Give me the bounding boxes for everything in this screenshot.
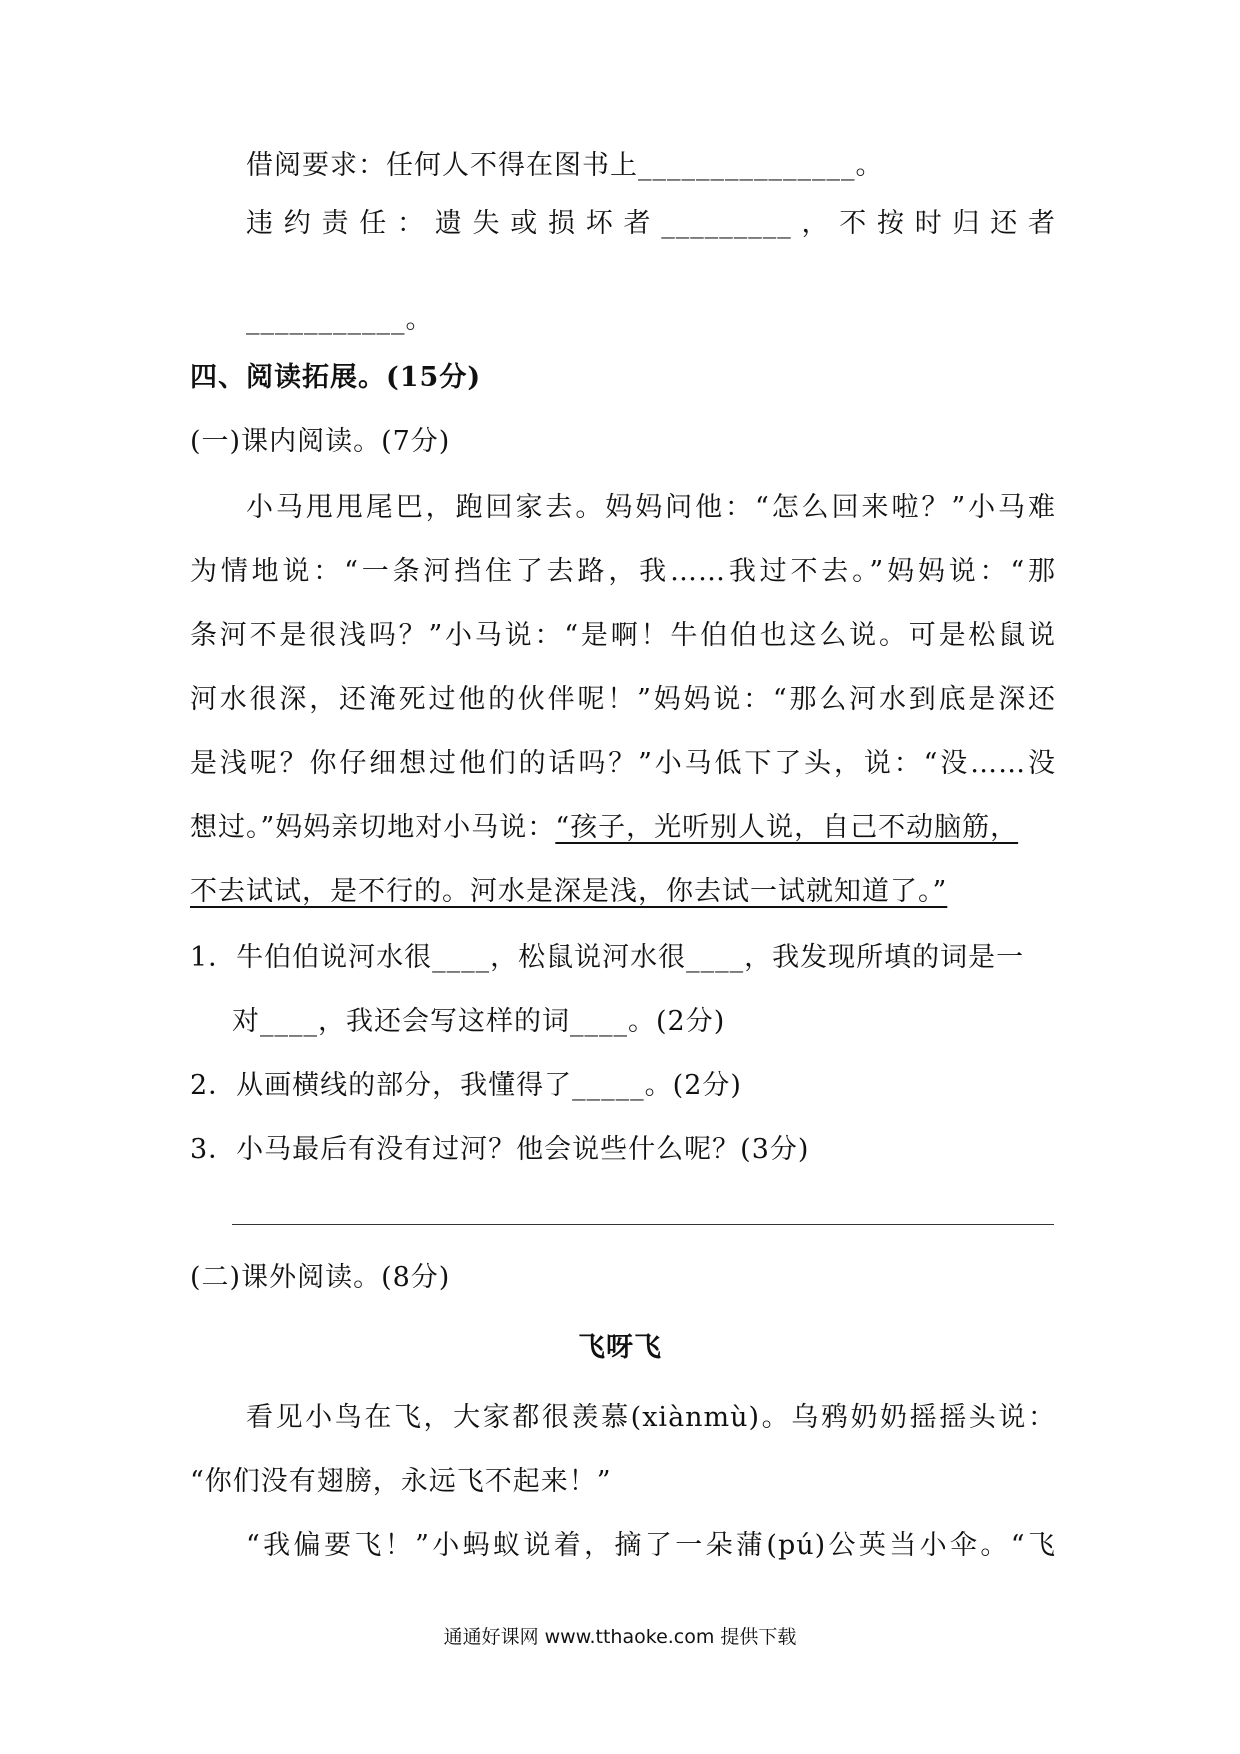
passage-line: 条河不是很浅吗？”小马说：“是啊！牛伯伯也这么说。可是松鼠说 [190,620,1056,651]
question-1-cont: 对____，我还会写这样的词____。(2分) [232,1006,726,1037]
passage-line: 河水很深，还淹死过他的伙伴呢！”妈妈说：“那么河水到底是深还 [190,684,1056,715]
passage-line-underlined: 不去试试，是不行的。河水是深是浅，你去试一试就知道了。” [190,876,948,907]
passage-line: 是浅呢？你仔细想过他们的话吗？”小马低下了头，说：“没……没 [190,748,1056,779]
passage-underlined: “孩子，光听别人说，自己不动脑筋， [555,812,1019,843]
section-heading: 四、阅读拓展。(15分) [190,362,482,393]
part2-heading: (二)课外阅读。(8分) [190,1262,451,1293]
question-1: 1．牛伯伯说河水很____，松鼠说河水很____，我发现所填的词是一 [190,942,1025,973]
part1-heading: (一)课内阅读。(7分) [190,426,451,457]
question-3: 3．小马最后有没有过河？他会说些什么呢？(3分) [190,1134,810,1165]
liability-line-1: 违约责任：遗失或损坏者_________，不按时归还者 [246,208,1056,239]
passage-line: 小马甩甩尾巴，跑回家去。妈妈问他：“怎么回来啦？”小马难 [246,492,1056,523]
footer: 通通好课网 www.tthaoke.com 提供下载 [443,1626,797,1648]
borrow-requirement: 借阅要求：任何人不得在图书上_______________。 [246,150,884,181]
liability-line-2: ___________。 [246,304,434,335]
passage-line: 为情地说：“一条河挡住了去路，我……我过不去。”妈妈说：“那 [190,556,1056,587]
story-paragraph: 看见小鸟在飞，大家都很羡慕(xiànmù)。乌鸦奶奶摇摇头说： [246,1402,1056,1433]
story-paragraph: “你们没有翅膀，永远飞不起来！” [190,1466,612,1497]
question-2: 2．从画横线的部分，我懂得了_____。(2分) [190,1070,742,1101]
story-title: 飞呀飞 [578,1332,662,1363]
passage-plain: 想过。”妈妈亲切地对小马说： [190,812,556,843]
story-paragraph: “我偏要飞！”小蚂蚁说着，摘了一朵蒲(pú)公英当小伞。“飞 [246,1530,1056,1561]
answer-line [232,1224,1054,1225]
passage-line [190,808,1056,848]
